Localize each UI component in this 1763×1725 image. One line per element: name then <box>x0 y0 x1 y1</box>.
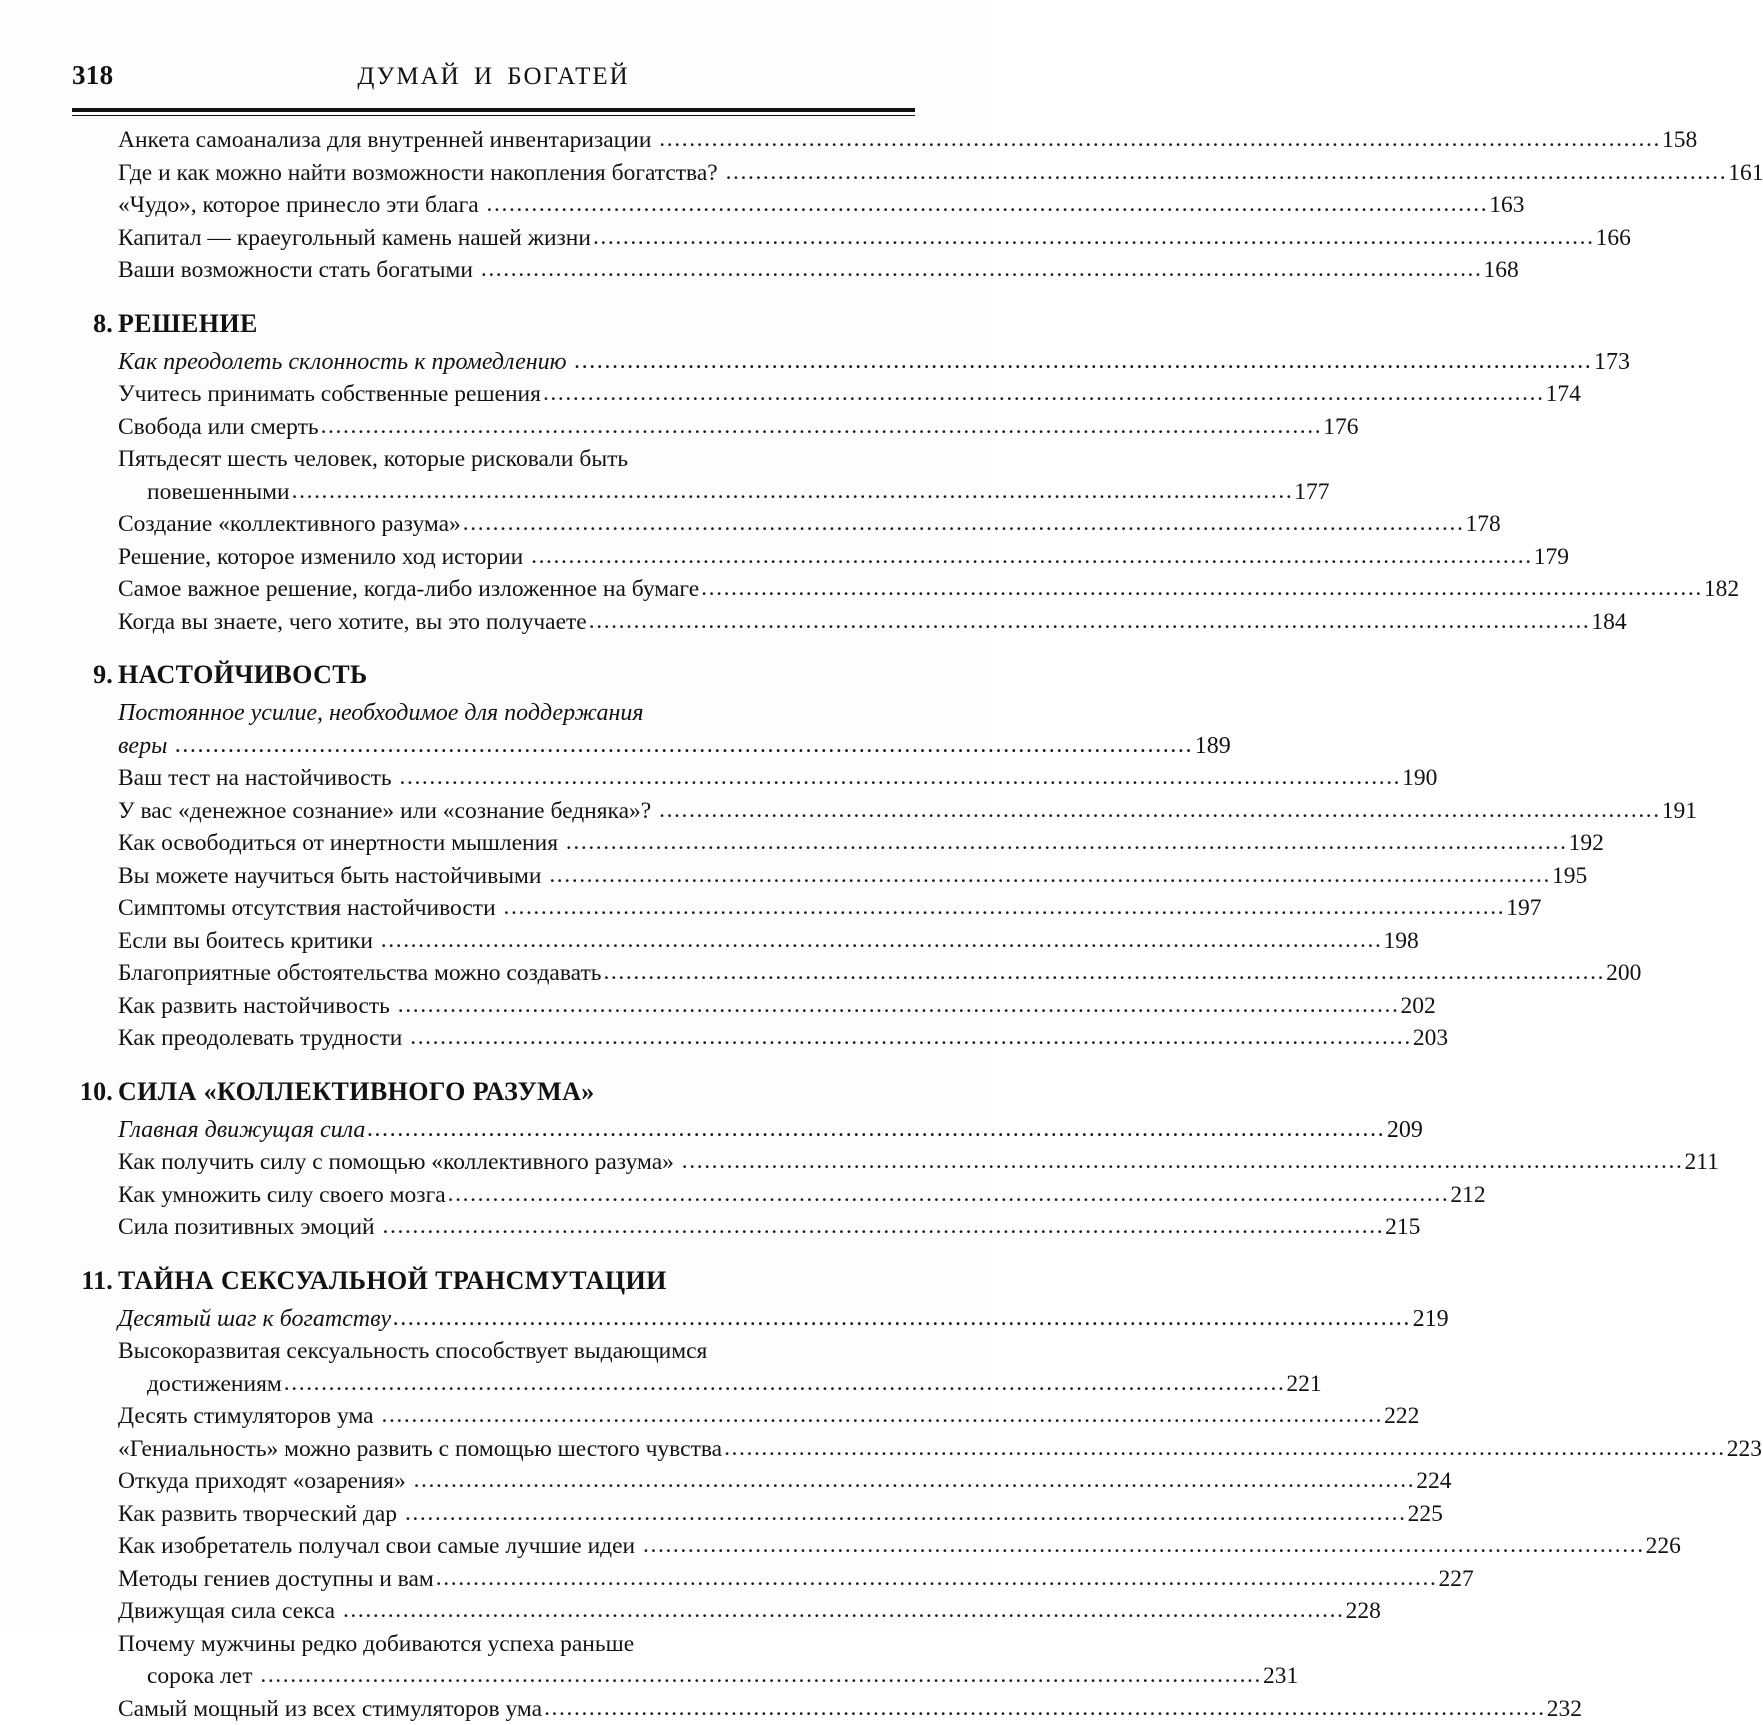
toc-leader-dots <box>643 1529 1645 1562</box>
toc-entry-text: Учитесь принимать собственные решения <box>118 378 541 411</box>
toc-page-number: 190 <box>1402 762 1437 795</box>
toc-entry-text: Почему мужчины редко добиваются успеха раньше <box>118 1628 634 1661</box>
toc-page-number: 163 <box>1489 189 1524 222</box>
toc-leader-dots <box>504 891 1506 924</box>
toc-entry-row <box>118 762 915 795</box>
toc-entry-text: Сила позитивных эмоций <box>118 1211 381 1244</box>
toc-leader-dots <box>383 1210 1385 1243</box>
toc-page-number: 166 <box>1596 222 1631 255</box>
toc-entry-text: сорока лет <box>147 1660 258 1693</box>
toc-chapter-title: ТАЙНА СЕКСУАЛЬНОЙ ТРАНСМУТАЦИИ <box>118 1266 667 1295</box>
toc-leader-dots <box>544 1692 1546 1725</box>
toc-entry-text: Десятый шаг к богатству <box>118 1303 391 1336</box>
toc-entry-row <box>118 346 915 379</box>
toc-entry[interactable] <box>72 1693 915 1725</box>
toc-leader-dots <box>414 1464 1416 1497</box>
toc-chapter-title: РЕШЕНИЕ <box>118 309 258 338</box>
toc-page-number: 174 <box>1546 378 1581 411</box>
toc-entry[interactable] <box>72 1022 915 1055</box>
toc-page-number: 184 <box>1591 606 1626 639</box>
toc-entry-row <box>118 860 915 893</box>
toc-entry[interactable] <box>72 1211 915 1244</box>
divider-thin-line <box>72 115 915 116</box>
toc-entry[interactable] <box>72 1563 915 1596</box>
toc-entry[interactable] <box>72 1530 915 1563</box>
toc-page-number: 179 <box>1534 541 1569 574</box>
toc-page-number: 228 <box>1346 1595 1381 1628</box>
toc-entry-row <box>118 1303 915 1336</box>
toc-page-number: 212 <box>1450 1179 1485 1212</box>
toc-leader-dots <box>659 794 1661 827</box>
toc-leader-dots <box>400 761 1402 794</box>
toc-entry-text: Движущая сила секса <box>118 1595 341 1628</box>
toc-entry-text: Решение, которое изменило ход истории <box>118 541 529 574</box>
running-head <box>72 60 915 102</box>
toc-page-number: 227 <box>1438 1563 1473 1596</box>
toc-entry-row <box>118 508 915 541</box>
toc-leader-dots <box>284 1367 1286 1400</box>
toc-leader-dots <box>589 605 1591 638</box>
toc-entry-row <box>118 827 915 860</box>
toc-chapter-heading[interactable] <box>72 638 915 697</box>
toc-leader-dots <box>367 1113 1385 1146</box>
toc-entry[interactable] <box>72 573 915 606</box>
toc-chapter-number: 10. <box>72 1079 113 1105</box>
toc-page-number: 189 <box>1195 730 1231 763</box>
toc-entry-text: Вы можете научиться быть настойчивыми <box>118 860 547 893</box>
toc-entry[interactable] <box>72 157 915 190</box>
toc-entry-row <box>118 1465 915 1498</box>
toc-entry-text: Постоянное усилие, необходимое для поддержания <box>118 697 644 730</box>
toc-entry[interactable] <box>72 443 915 508</box>
toc-entry-text: повешенными <box>147 476 290 509</box>
toc-entry-text: Как развить настойчивость <box>118 990 396 1023</box>
toc-page-number: 198 <box>1383 925 1418 958</box>
toc-leader-dots <box>436 1562 1438 1595</box>
toc-entry-text: Самый мощный из всех стимуляторов ума <box>118 1693 542 1725</box>
running-title: ДУМАЙ И БОГАТЕЙ <box>72 64 915 89</box>
toc-entry-row <box>118 1368 944 1401</box>
toc-entry[interactable] <box>72 1595 915 1628</box>
toc-chapter-block <box>72 1244 915 1725</box>
toc-entry-row <box>118 1022 915 1055</box>
page-folio: 318 <box>72 62 113 89</box>
toc-leader-dots <box>398 989 1400 1022</box>
toc-entry-row <box>118 1530 915 1563</box>
toc-leader-dots <box>448 1178 1450 1211</box>
toc-entry-text: Где и как можно найти возможности накопления богатства? <box>118 157 724 190</box>
toc-leader-dots <box>724 1432 1726 1465</box>
toc-page-number: 211 <box>1684 1146 1718 1179</box>
toc-page-number: 178 <box>1465 508 1500 541</box>
toc-page-number: 222 <box>1384 1400 1419 1433</box>
toc-entry-text: Как развить творческий дар <box>118 1498 403 1531</box>
toc-leader-dots <box>321 410 1323 443</box>
toc-page-number: 200 <box>1606 957 1641 990</box>
toc-page-number: 158 <box>1662 124 1697 157</box>
toc-entry-row <box>118 1595 915 1628</box>
toc-chapter-title: НАСТОЙЧИВОСТЬ <box>118 660 368 689</box>
toc-entry-row <box>118 1563 915 1596</box>
toc-entry-row <box>118 411 915 444</box>
toc-entry-text: Пятьдесят шесть человек, которые рисковали быть <box>118 443 628 476</box>
toc-page-number: 221 <box>1286 1368 1321 1401</box>
toc-entry[interactable] <box>72 541 915 574</box>
toc-entry-row <box>118 157 915 190</box>
toc-leader-dots <box>381 924 1383 957</box>
toc-leader-dots <box>726 156 1728 189</box>
toc-entry-text: Анкета самоанализа для внутренней инвентаризации <box>118 124 657 157</box>
toc-leader-dots <box>593 221 1595 254</box>
toc-entry-text: Когда вы знаете, чего хотите, вы это получаете <box>118 606 587 639</box>
toc-chapter-number: 11. <box>72 1268 113 1294</box>
toc-page-number: 203 <box>1413 1022 1448 1055</box>
toc-entry[interactable] <box>72 508 915 541</box>
toc-leader-dots <box>175 729 1193 762</box>
toc-chapter-block <box>72 287 915 639</box>
toc-chapter-subtitle[interactable] <box>72 697 915 762</box>
toc-entry-row <box>118 254 915 287</box>
toc-leader-dots <box>549 859 1551 892</box>
toc-entry[interactable] <box>72 1335 915 1400</box>
toc-leader-dots <box>463 507 1465 540</box>
toc-entry[interactable] <box>72 957 915 990</box>
toc-entry-row <box>118 222 915 255</box>
toc-page-number: 173 <box>1594 346 1630 379</box>
toc-leader-dots <box>410 1021 1412 1054</box>
toc-entry-text: Методы гениев доступны и вам <box>118 1563 434 1596</box>
toc-entry-text: У вас «денежное сознание» или «сознание бедняка»? <box>118 795 657 828</box>
toc-page-number: 226 <box>1646 1530 1681 1563</box>
toc-page-number: 168 <box>1484 254 1519 287</box>
toc-entry-first-line <box>118 1628 915 1661</box>
toc-entry-text: Как освободиться от инертности мышления <box>118 827 564 860</box>
toc-page-number: 223 <box>1727 1433 1762 1466</box>
toc-entry-row <box>118 1693 915 1725</box>
toc-entry[interactable] <box>72 378 915 411</box>
toc-entry-row <box>118 124 915 157</box>
toc-entry[interactable] <box>72 1465 915 1498</box>
toc-entry-row <box>118 957 915 990</box>
toc-entry-text: веры <box>118 730 173 763</box>
toc-leader-dots <box>260 1659 1262 1692</box>
toc-leader-dots <box>701 572 1703 605</box>
toc-entry[interactable] <box>72 254 915 287</box>
toc-entry-first-line <box>118 697 915 730</box>
toc-page-number: 177 <box>1294 476 1329 509</box>
toc-page-number: 209 <box>1387 1114 1423 1147</box>
toc-entry[interactable] <box>72 1400 915 1433</box>
toc-leader-dots <box>543 377 1545 410</box>
toc-entry[interactable] <box>72 606 915 639</box>
toc-leader-dots <box>405 1497 1407 1530</box>
toc-entry-text: Благоприятные обстоятельства можно создавать <box>118 957 601 990</box>
toc-entry[interactable] <box>72 1146 915 1179</box>
toc-entry-row <box>118 476 944 509</box>
toc-entry-text: Высокоразвитая сексуальность способствует выдающимся <box>118 1335 707 1368</box>
toc-leader-dots <box>292 475 1294 508</box>
toc-entry-text: достижениям <box>147 1368 282 1401</box>
toc-leader-dots <box>603 956 1605 989</box>
toc-entry[interactable] <box>72 892 915 925</box>
toc-entry-row <box>118 730 915 763</box>
toc-page-number: 225 <box>1408 1498 1443 1531</box>
toc-chapter-heading[interactable] <box>72 287 915 346</box>
toc-entry-text: Капитал — краеугольный камень нашей жизни <box>118 222 591 255</box>
toc-page-number: 192 <box>1569 827 1604 860</box>
toc-chapter-title: СИЛА «КОЛЛЕКТИВНОГО РАЗУМА» <box>118 1077 595 1106</box>
toc-page-number: 202 <box>1400 990 1435 1023</box>
toc-entry-text: «Гениальность» можно развить с помощью шестого чувства <box>118 1433 722 1466</box>
toc-chapter-block <box>72 638 915 1055</box>
toc-leader-dots <box>487 188 1489 221</box>
toc-entry[interactable] <box>72 1179 915 1212</box>
toc-entry[interactable] <box>72 222 915 255</box>
toc-leader-dots <box>659 123 1661 156</box>
toc-entry[interactable] <box>72 1628 915 1693</box>
toc-entry-text: Как изобретатель получал свои самые лучшие идеи <box>118 1530 641 1563</box>
toc-leader-dots <box>575 345 1593 378</box>
toc-page-number: 232 <box>1547 1693 1582 1725</box>
toc-leader-dots <box>481 253 1483 286</box>
toc-entry-row <box>118 1660 944 1693</box>
toc-chapter-subtitle[interactable] <box>72 346 915 379</box>
toc-entry-text: Как преодолеть склонность к промедлению <box>118 346 573 379</box>
toc-chapter-heading[interactable] <box>72 1244 915 1303</box>
toc-leader-dots <box>531 540 1533 573</box>
toc-entry-row <box>118 1433 915 1466</box>
toc-leader-dots <box>566 826 1568 859</box>
toc-entry[interactable] <box>72 827 915 860</box>
toc-entry[interactable] <box>72 124 915 157</box>
toc-entry-row <box>118 990 915 1023</box>
toc-entry-row <box>118 1179 915 1212</box>
toc-entry-text: Откуда приходят «озарения» <box>118 1465 412 1498</box>
toc-page-number: 191 <box>1662 795 1697 828</box>
toc-page-number: 182 <box>1704 573 1739 606</box>
toc-entry[interactable] <box>72 411 915 444</box>
toc-entry-text: Как умножить силу своего мозга <box>118 1179 446 1212</box>
toc-entry-row <box>118 189 915 222</box>
toc-chapter-subtitle[interactable] <box>72 1114 915 1147</box>
toc-chapter-number: 9. <box>72 662 113 688</box>
toc-entry-row <box>118 573 915 606</box>
toc-entry-text: Как получить силу с помощью «коллективного разума» <box>118 1146 680 1179</box>
toc-entry-text: Если вы боитесь критики <box>118 925 379 958</box>
toc-entry-row <box>118 541 915 574</box>
toc-entry[interactable] <box>72 189 915 222</box>
toc-leader-dots <box>393 1302 1411 1335</box>
toc-page-number: 219 <box>1413 1303 1449 1336</box>
toc-page-number: 161 <box>1728 157 1763 190</box>
toc-entry[interactable] <box>72 860 915 893</box>
toc-entry-text: Создание «коллективного разума» <box>118 508 461 541</box>
toc-entry-text: Ваши возможности стать богатыми <box>118 254 479 287</box>
toc-entry-text: «Чудо», которое принесло эти блага <box>118 189 485 222</box>
toc-entry[interactable] <box>72 925 915 958</box>
toc-lead-entries <box>72 124 915 287</box>
toc-entry-text: Симптомы отсутствия настойчивости <box>118 892 502 925</box>
toc-page-number: 197 <box>1506 892 1541 925</box>
toc-entry-text: Как преодолевать трудности <box>118 1022 408 1055</box>
toc-entry-row <box>118 1400 915 1433</box>
toc-leader-dots <box>343 1594 1345 1627</box>
toc-entry-text: Свобода или смерть <box>118 411 319 444</box>
toc-entry-text: Главная движущая сила <box>118 1114 365 1147</box>
toc-leader-dots <box>682 1145 1684 1178</box>
toc-chapter-subtitle[interactable] <box>72 1303 915 1336</box>
toc-entry-text: Самое важное решение, когда-либо изложенное на бумаге <box>118 573 699 606</box>
toc-page-number: 224 <box>1416 1465 1451 1498</box>
toc-chapter-number: 8. <box>72 311 113 337</box>
toc-entry-text: Десять стимуляторов ума <box>118 1400 379 1433</box>
toc-entry-row <box>118 925 915 958</box>
toc-entry[interactable] <box>72 1433 915 1466</box>
toc-leader-dots <box>381 1399 1383 1432</box>
toc-entry-row <box>118 606 915 639</box>
toc-entry-row <box>118 1114 915 1147</box>
toc-page-number: 176 <box>1323 411 1358 444</box>
toc-entry[interactable] <box>72 762 915 795</box>
toc-entry[interactable] <box>72 1498 915 1531</box>
toc-entry[interactable] <box>72 990 915 1023</box>
toc-entry-row <box>118 1146 915 1179</box>
toc-entry-first-line <box>118 1335 915 1368</box>
toc-page-number: 195 <box>1552 860 1587 893</box>
toc-entry[interactable] <box>72 795 915 828</box>
toc-entry-row <box>118 1211 915 1244</box>
toc-entry-row <box>118 795 915 828</box>
toc-chapter-block <box>72 1055 915 1244</box>
toc-entry-row <box>118 1498 915 1531</box>
toc-entry-row <box>118 892 915 925</box>
toc-entry-text: Ваш тест на настойчивость <box>118 762 398 795</box>
table-of-contents <box>72 124 915 1725</box>
toc-page-number: 215 <box>1385 1211 1420 1244</box>
toc-chapter-heading[interactable] <box>72 1055 915 1114</box>
toc-entry-row <box>118 378 915 411</box>
header-divider-rule <box>72 108 915 116</box>
toc-entry-first-line <box>118 443 915 476</box>
toc-page-number: 231 <box>1263 1660 1298 1693</box>
